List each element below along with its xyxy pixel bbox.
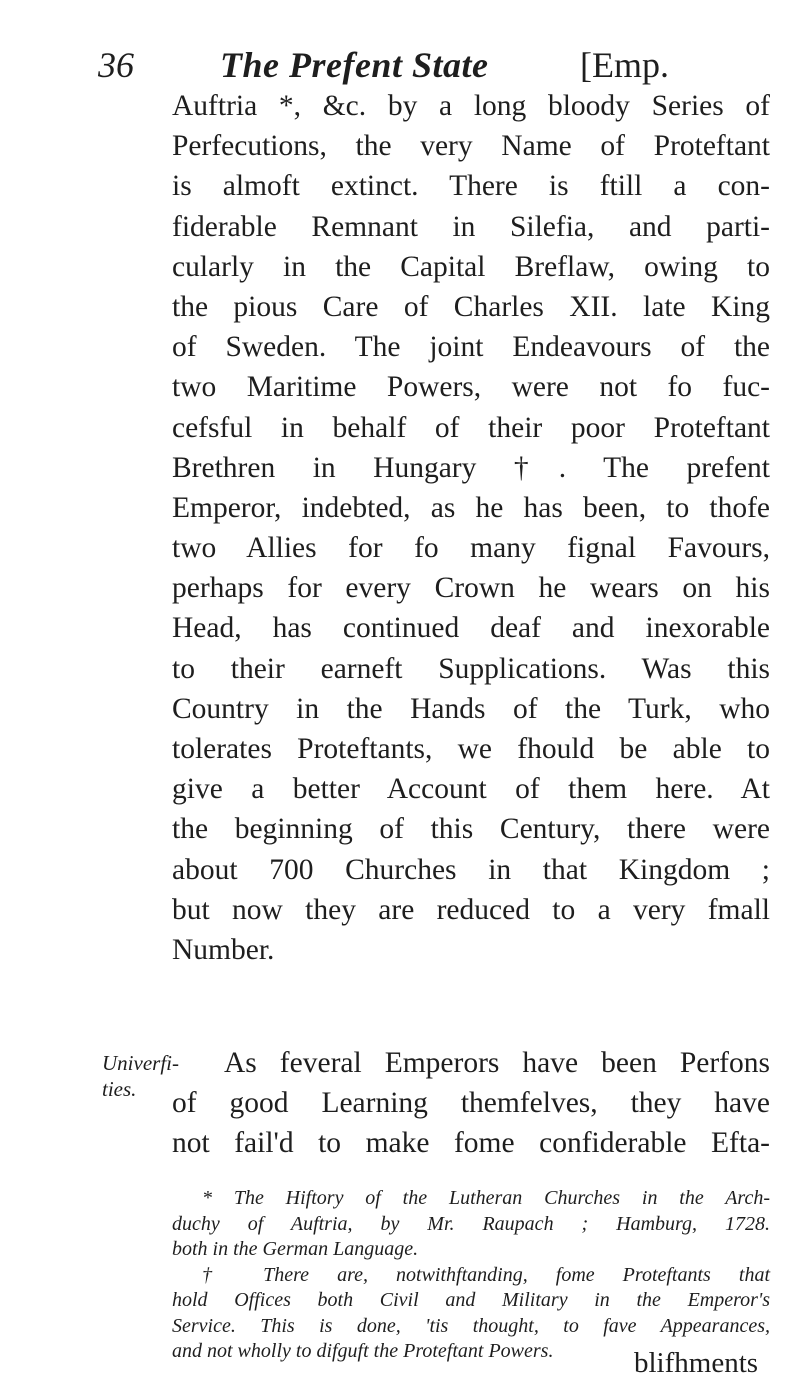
text-line: two Maritime Powers, were not fo fuc- [172,371,770,404]
text-line: about 700 Churches in that Kingdom ; [172,853,770,886]
text-line: the beginning of this Century, there were [172,813,770,846]
text-line: Emperor, indebted, as he has been, to thofe [172,491,770,524]
text-line: Country in the Hands of the Turk, who [172,692,770,725]
margin-note-line: Univerfi- [102,1051,179,1075]
catchword: blifhments [634,1347,759,1379]
margin-note-line: ties. [102,1077,137,1101]
text-line: Brethren in Hungary †. The prefent [172,451,770,484]
text-line: As feveral Emperors have been Perfons [224,1047,770,1079]
footnote-line: † There are, notwithftanding, fome Proteftants that [202,1263,770,1286]
text-line: of Sweden. The joint Endeavours of the [172,331,770,364]
footnotes [172,1186,770,1365]
paragraph-1 [172,86,770,970]
footnote-line: and not wholly to difguft the Proteftant Powers. [172,1340,554,1362]
text-line: tolerates Proteftants, we fhould be able to [172,733,770,765]
text-line: Auftria *, &c. by a long bloody Series of [172,90,770,122]
text-line: give a better Account of them here. At [172,773,770,806]
text-line: is almoft extinct. There is ftill a con- [172,170,770,203]
text-line: Number. [172,933,275,966]
text-line: Perfecutions, the very Name of Proteftant [172,130,770,163]
footnote-line: hold Offices both Civil and Military in the Emperor's [172,1289,770,1311]
text-line: of good Learning themfelves, they have [172,1087,770,1120]
running-section: [Emp. [580,45,669,85]
footnote-line: duchy of Auftria, by Mr. Raupach ; Hamburg, 1728. [172,1212,770,1235]
text-line: cularly in the Capital Breflaw, owing to [172,250,770,283]
running-title: The Prefent State [220,45,489,85]
text-line: to their earneft Supplications. Was this [172,652,770,685]
text-line: cefsful in behalf of their poor Proteftant [172,411,770,444]
text-line: fiderable Remnant in Silefia, and parti- [172,210,770,243]
footnote-line: * The Hiftory of the Lutheran Churches in the Arch- [202,1187,770,1209]
text-line: but now they are reduced to a very fmall [172,893,770,926]
page-number: 36 [98,45,134,85]
footnote-line: both in the German Language. [172,1238,419,1260]
text-line: two Allies for fo many fignal Favours, [172,532,770,565]
text-line: not fail'd to make fome confiderable Efta- [172,1127,770,1160]
text-line: perhaps for every Crown he wears on his [172,572,770,605]
paragraph-2 [172,1043,770,1164]
margin-note [102,1050,179,1102]
text-line: Head, has continued deaf and inexorable [172,612,770,645]
text-line: the pious Care of Charles XII. late King [172,290,770,323]
footnote-line: Service. This is done, 'tis thought, to fave Appearances, [172,1314,770,1337]
